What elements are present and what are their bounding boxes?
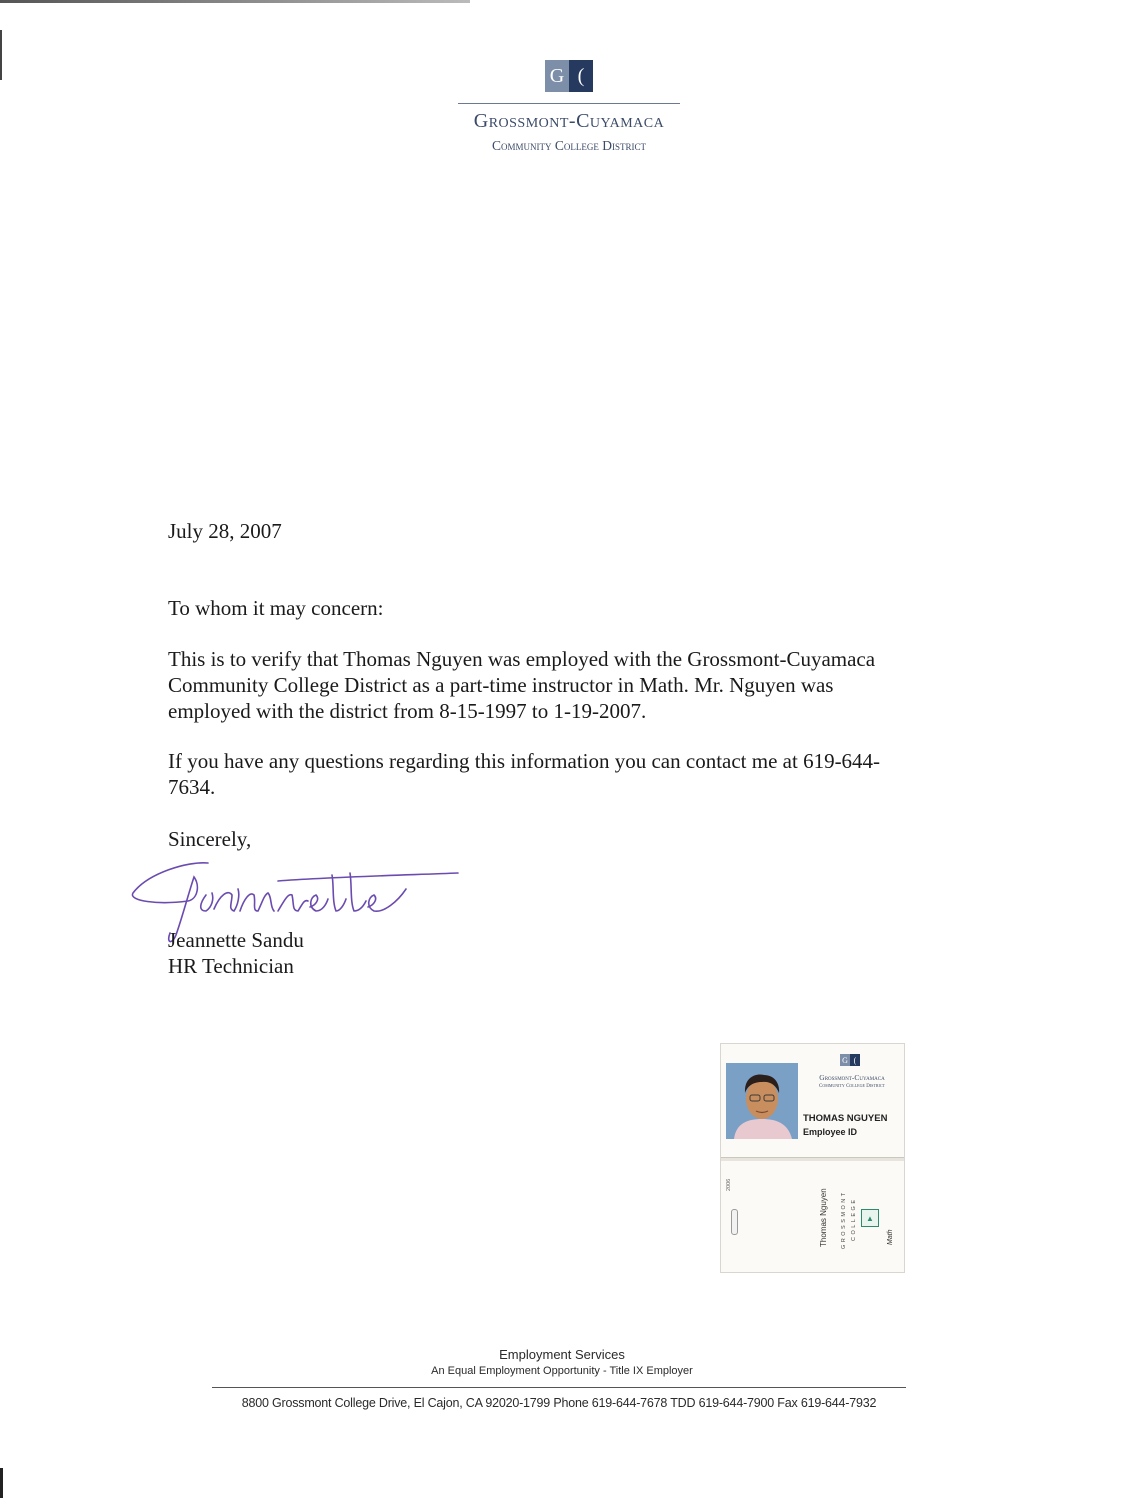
closing: Sincerely,: [168, 827, 252, 851]
id-card-label: Employee ID: [803, 1127, 858, 1137]
id-card-back-college: GROSSMONT: [841, 1190, 847, 1249]
college-emblem-icon: ▲: [861, 1209, 879, 1227]
logo-c-block: (: [569, 60, 593, 92]
id-logo-g: G: [840, 1054, 850, 1066]
id-card-punch-slot: [731, 1209, 738, 1235]
body-paragraph-2-line-1: If you have any questions regarding this information you can contact me at 619-644-: [168, 749, 881, 773]
id-logo-c: (: [850, 1054, 860, 1066]
body-paragraph-1-line-2: Community College District as a part-time instructor in Math. Mr. Nguyen was: [168, 673, 834, 697]
scan-edge: [0, 30, 2, 80]
footer-title: Employment Services: [499, 1347, 625, 1362]
id-card-holder-name: THOMAS NGUYEN: [803, 1113, 888, 1124]
logo-g-block: G: [545, 60, 569, 92]
body-paragraph-1-line-1: This is to verify that Thomas Nguyen was employed with the Grossmont-Cuyamaca: [168, 647, 876, 671]
scan-edge: [0, 1468, 3, 1498]
id-card-back-dept: Math: [887, 1229, 894, 1245]
org-subtitle: Community College District: [492, 138, 646, 153]
portrait-image: [726, 1063, 798, 1139]
scan-edge: [0, 0, 470, 3]
letter-date: July 28, 2007: [168, 519, 282, 543]
id-card-logo: [840, 1054, 860, 1066]
footer-subtitle: An Equal Employment Opportunity - Title IX Employer: [431, 1365, 693, 1377]
salutation: To whom it may concern:: [168, 596, 384, 620]
id-card-back-name: Thomas Nguyen: [819, 1188, 828, 1247]
signer-name: Jeannette Sandu: [168, 928, 304, 952]
signer-title: HR Technician: [168, 954, 294, 978]
footer-address: 8800 Grossmont College Drive, El Cajon, CA 92020-1799 Phone 619-644-7678 TDD 619-644-7900 Fax 619-644-7932: [241, 1396, 877, 1410]
id-card-back-college-2: COLLEGE: [851, 1197, 857, 1241]
id-card-back: [721, 1161, 904, 1272]
header-rule: [458, 103, 680, 104]
id-card-org-subtitle: Community College District: [819, 1084, 885, 1089]
id-card-org-name: Grossmont-Cuyamaca: [819, 1073, 885, 1082]
id-card-year: 2006: [726, 1178, 732, 1191]
footer-rule: [212, 1387, 906, 1388]
id-card-front: [721, 1044, 904, 1157]
district-logo: [545, 60, 593, 92]
body-paragraph-1-line-3: employed with the district from 8-15-1997 to 1-19-2007.: [168, 699, 647, 723]
org-name: Grossmont-Cuyamaca: [473, 110, 665, 132]
employee-photo: [726, 1063, 798, 1139]
body-paragraph-2-line-2: 7634.: [168, 775, 216, 799]
employee-id-card: [720, 1043, 905, 1273]
